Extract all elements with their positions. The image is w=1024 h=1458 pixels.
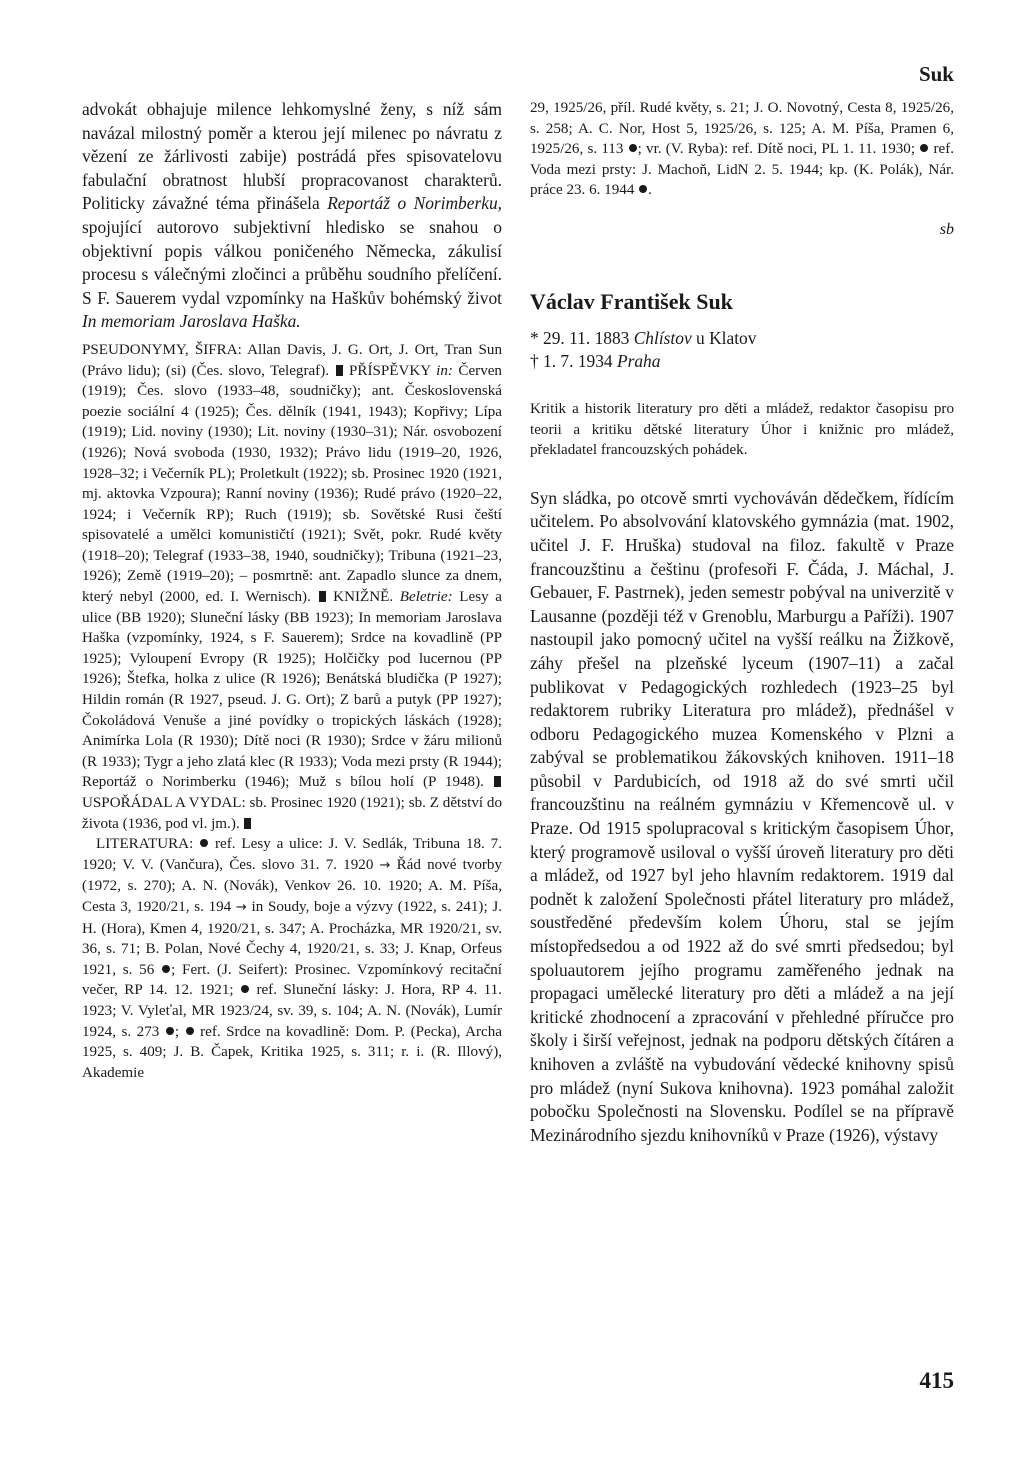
dot-bullet-icon [200,839,208,847]
page-number: 415 [919,1368,954,1393]
birth-place-suffix: u Klatov [691,327,757,348]
dot-bullet-icon [629,144,637,152]
text-run: . [648,182,652,199]
author-signature: sb [939,220,954,238]
text-run: Červen (1919); Čes. slovo (1933–48, soudničky); ant. Československá poezie sociální 4 (1925); Čes. dělník (1941, 1943); Kopřivy; Lípa (1919); Lid. noviny (1930); Lit. noviny (1930–31); Nár. osvobození (1926); Nová svoboda (1930, 1932); Právo lidu (1919–20, 1926, 1928–32; i Večerník PL); Proletkult (1922); sb. Prosinec 1920 (1921, mj. aktovka Vzpoura); Ranní noviny (1936); Rudé právo (1920–22, 1924; i Večerník RP); Ruch (1919); sb. Sovětské Rusi čeští spisovatelé a umělci komunističtí (1921); Svět, pokr. Rudé květy (1918–20); Telegraf (1933–38, 1940, soudničky); Tribuna (1921–23, 1926); Země (1919–20); – posmrtně: ant. Zapadlo slunce za dnem, který nebyl (2000, ed. I. Wernisch). [82,362,502,606]
life-dates [530,327,954,373]
text-run: ; vr. (V. Ryba): ref. Dítě noci, PL 1. 11. 1930; [637,141,920,158]
birth-date: * 29. 11. 1883 [530,327,634,348]
entry-heading [530,289,954,315]
dot-bullet-icon [186,1027,194,1035]
entry-first-name: Václav František [530,288,697,314]
text-run: in Soudy, boje a výzvy (1922, s. 241); J. H. (Hora), Kmen 4, 1920/21, s. 347; A. Procházka, MR 1920/21, sv. 36, s. 71; B. Polan, Nové Čechy 4, 1920/21, s. 33; J. Knap, Orfeus 1921, s. 56 [82,898,502,978]
text-run: PSEUDONYMY, ŠIFRA: Allan Davis, J. G. Ort, J. Ort, Tran Sun (Právo lidu); (si) (Čes. slovo, Telegraf). [82,341,502,379]
left-column [82,98,502,1083]
italic-title: In memoriam Jaroslava Haška. [82,311,301,332]
text-run: LITERATURA: [96,836,200,853]
arrow-right-icon: → [379,857,391,873]
birth-place: Chlístov [633,327,692,348]
arrow-right-icon: → [235,899,247,915]
text-run: Řád nové tvorby (1972, s. 270); A. N. (Novák), Venkov 26. 10. 1920; A. M. Píša, Cesta 3, 1920/21, s. 194 [82,856,502,915]
dot-bullet-icon [639,185,647,193]
text-run: ; Fert. (J. Seifert): Prosinec. Vzpomínkový recitační večer, RP 14. 12. 1921; [82,961,503,999]
text-run: Lesy a ulice (BB 1920); Sluneční lásky (BB 1923); In memoriam Jaroslava Haška (vzpomínky, 1924, s F. Sauerem); Srdce na kovadlině (PP 1925); Vyloupení Evropy (R 1925); Holčičky pod lucernou (PP 1926); Štefka, holka z ulice (R 1926); Benátská bludička (P 1927); Hildin román (R 1927, pseud. J. G. Ort); Z barů a putyk (PP 1927); Čokoládová Venuše a jiné povídky o tropických láskách (1928); Animírka Lola (R 1930); Dítě noci (R 1930); Srdce v žáru milionů (R 1933); Tygr a jeho zlatá klec (R 1933); Voda mezi prsty (R 1944); Reportáž o Norimberku (1946); Muž s bílou holí (P 1948). [82,589,502,791]
death-place: Praha [616,350,661,371]
right-column [530,98,954,1147]
italic-title: Reportáž o Norimberku, [327,193,502,214]
text-run: spojující autorovo subjektivní hledisko se snahou o objektivní popis válkou poničeného Německa, zákulisí procesu s válečnými zločinci a průběhu soudního přelíčení. S F. Sauerem vydal vzpomínky na Haškův bohémský život [82,216,502,308]
dot-bullet-icon [166,1027,174,1035]
square-bullet-icon [336,365,343,376]
square-bullet-icon [319,591,326,602]
left-paragraph-1 [82,98,502,334]
text-run: ref. Srdce na kovadlině: Dom. P. (Pecka), Archa 1925, s. 409; J. B. Čapek, Kritika 1925, s. 311; r. i. (R. Illový), Akademie [82,1023,503,1081]
bibliography-block [82,340,502,834]
italic-text: in: [436,362,453,379]
death-date: † 1. 7. 1934 [530,350,617,371]
literature-block [82,834,502,1083]
entry-surname: Suk [696,288,733,314]
literature-continuation [530,98,954,201]
text-run: KNIŽNĚ. [326,589,400,606]
text-run: ref. Lesy a ulice: J. V. Sedlák, Tribuna 18. 7. 1920; V. V. (Vančura), Čes. slovo 31. 7. 1920 [82,836,502,873]
text-run: USPOŘÁDAL A VYDAL: sb. Prosinec 1920 (1921); sb. Z dětství do života (1936, pod vl. jm.). [82,795,502,832]
square-bullet-icon [244,818,251,829]
italic-text: Beletrie: [399,589,453,606]
text-run: ref. Voda mezi prsty: J. Machoň, LidN 2. 5. 1944; kp. (K. Polák), Nár. práce 23. 6. 1944 [530,141,955,199]
dot-bullet-icon [920,144,928,152]
text-run: ref. Sluneční lásky: J. Hora, RP 4. 11. 1923; V. Vyleťal, MR 1923/24, sv. 39, s. 104; A. N. (Novák), Lumír 1924, s. 273 [82,982,502,1040]
running-head: Suk [918,62,954,86]
square-bullet-icon [494,776,501,787]
entry-abstract: Kritik a historik literatury pro děti a mládež, redaktor časopisu pro teorii a kritiku dětské literatury Úhor i knižnic pro mládež, překladatel francouzských pohádek. [530,400,954,459]
dot-bullet-icon [162,965,170,973]
text-run: ; [174,1023,185,1040]
text-run: 29, 1925/26, příl. Rudé květy, s. 21; J. O. Novotný, Cesta 8, 1925/26, s. 258; A. C. Nor, Host 5, 1925/26, s. 125; A. M. Píša, Pramen 6, 1925/26, s. 113 [530,100,954,158]
entry-body: Syn sládka, po otcově smrti vychováván dědečkem, řídícím učitelem. Po absolvování klatovského gymnázia (mat. 1902, učitel J. F. Hruška) studoval na filoz. fakultě v Praze francouzštinu a češtinu (profesoři F. Čáda, J. Máchal, J. Gebauer, F. Pastrnek), jeden semestr pobýval na univerzitě v Lausanne (později též v Grenoblu, Marburgu a Paříži). 1907 nastoupil jako pomocný učitel na vyšší reálku na Žižkově, záhy přešel na plzeňské lyceum (1907–11) a začal publikovat v Pedagogických rozhledech (1923–25 byl redaktorem rubriky Literatura pro mládež), přednášel v odboru Pedagogického muzea Komenského v Plzni a zabýval se problematikou žákovských knihoven. 1911–18 působil v Pardubicích, od 1918 až do své smrti učil francouzštinu na reálném gymnáziu v Křemencově ul. v Praze. Od 1915 spolupracoval s kritickým časopisem Úhor, který programově usiloval o vyšší úroveň literatury pro děti a mládež, od 1927 byl jeho hlavním redaktorem. 1919 dal podnět k založení Společnosti přátel literatury pro mládež, soustředěné především kolem Úhoru, stal se jejím místopředsedou a od 1922 až do své smrti předsedou; byl spoluautorem jejího programu zaměřeného jednak na propagaci umělecké literatury pro děti a mládež a na její kritické zhodnocení a zpracování v přehledné příručce pro školy i širší veřejnost, jednak na podporu dětských čítáren a knihoven a zvláště na vybudování vědecké knihovny spisů pro mládež (nyní Sukova knihovna). 1923 pomáhal založit pobočku Společnosti na Slovensku. Podílel se na přípravě Mezinárodního sjezdu knihovníků v Praze (1926), výstavy [530,487,954,1145]
text-run: advokát obhajuje milence lehkomyslné ženy, s níž sám navázal milostný poměr a kterou její milenec po návratu z vězení ze žárlivosti zabije) postrádá přes spisovatelovu fabulační obratnost hlubší propracovanost charakterů. Politicky závažné téma přinášela [82,99,502,214]
dot-bullet-icon [241,985,249,993]
text-run: PŘÍSPĚVKY [343,362,437,379]
